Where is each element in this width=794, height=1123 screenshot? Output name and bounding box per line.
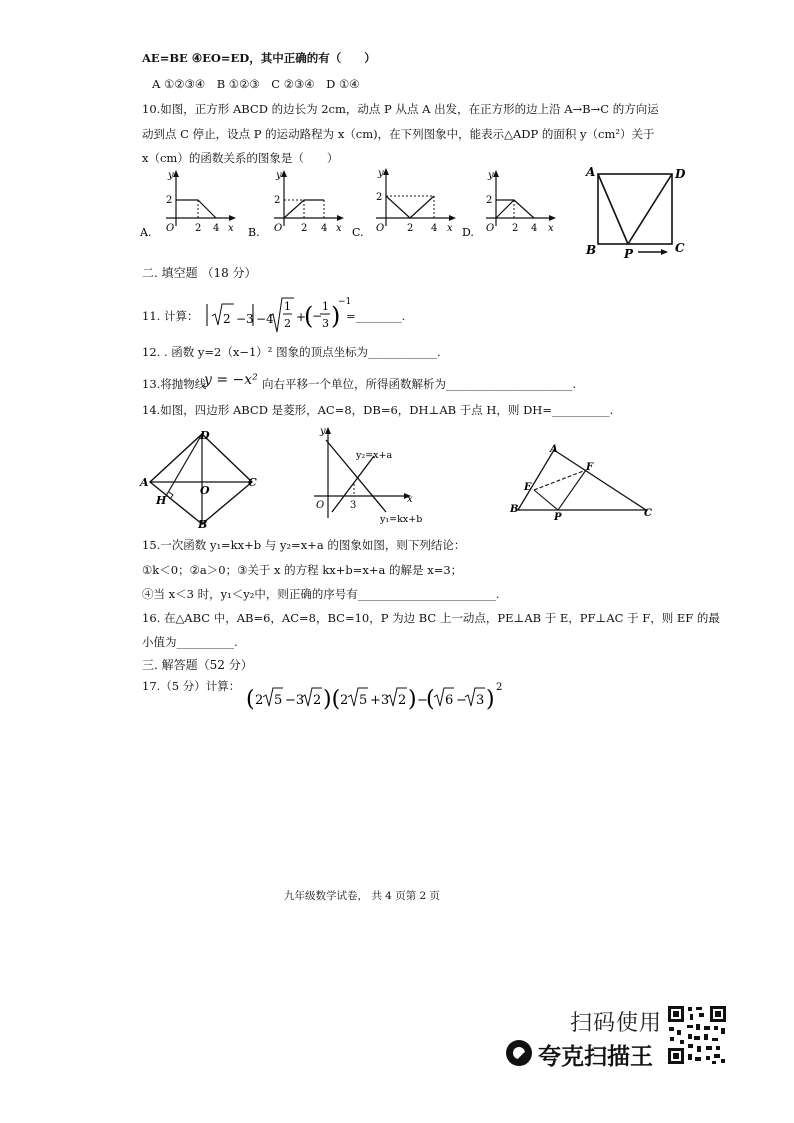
graph-c-ytick: 2 bbox=[376, 192, 383, 203]
q17-prefix: 17.（5 分）计算： bbox=[142, 679, 241, 693]
svg-text:6: 6 bbox=[445, 693, 454, 708]
q15-line2: ①k＜0；②a＞0；③关于 x 的方程 kx+b=x+a 的解是 x=3； bbox=[142, 563, 463, 577]
triangle-label-f: F bbox=[586, 462, 594, 473]
graph-b-option: B. bbox=[248, 226, 260, 239]
q13-suffix: 向右平移一个单位，所得函数解析为______________________. bbox=[262, 377, 577, 391]
q10-graph-a bbox=[140, 168, 240, 240]
q10-line2: 动到点 C 停止，设点 P 的运动路程为 x（cm)，在下列图象中，能表示△ADP 的面积 y（cm²）关于 bbox=[142, 127, 655, 141]
linear-functions-figure bbox=[306, 422, 426, 530]
graph-c-xtick-2: 2 bbox=[407, 223, 414, 234]
svg-text:−3: −3 bbox=[285, 693, 305, 708]
qr-code-icon bbox=[666, 1004, 728, 1066]
svg-text:2: 2 bbox=[223, 312, 231, 326]
graph-d-xtick-4: 4 bbox=[531, 223, 538, 234]
rhombus-label-a: A bbox=[140, 476, 149, 489]
svg-text:+: + bbox=[296, 310, 307, 324]
graph-c-ylabel: y bbox=[378, 168, 384, 179]
triangle-label-c: C bbox=[644, 508, 652, 519]
svg-text:−: − bbox=[312, 309, 323, 323]
square-label-d: D bbox=[675, 167, 686, 181]
lines-label-3: 3 bbox=[350, 500, 357, 511]
svg-text:1: 1 bbox=[284, 300, 291, 313]
svg-text:1: 1 bbox=[322, 300, 329, 313]
svg-text:): ) bbox=[408, 687, 417, 712]
graph-a-option: A. bbox=[140, 226, 152, 239]
svg-text:−: − bbox=[417, 693, 428, 708]
q10-graph-c bbox=[352, 164, 462, 240]
graph-d-origin: O bbox=[486, 223, 495, 234]
svg-text:5: 5 bbox=[274, 693, 283, 708]
lines-label-y1: y₁=kx+b bbox=[380, 514, 423, 525]
graph-c-xtick-4: 4 bbox=[431, 223, 438, 234]
q14-text: 14.如图，四边形 ABCD 是菱形，AC=8，DB=6，DH⊥AB 于点 H，则 DH=__________. bbox=[142, 403, 614, 417]
svg-text:2: 2 bbox=[255, 693, 264, 708]
q10-line1: 10.如图，正方形 ABCD 的边长为 2cm，动点 P 从点 A 出发，在正方形的边上沿 A→B→C 的方向运 bbox=[142, 102, 659, 116]
triangle-figure bbox=[506, 442, 656, 522]
graph-a-xtick-2: 2 bbox=[195, 223, 202, 234]
svg-text:3: 3 bbox=[322, 317, 329, 330]
graph-c-origin: O bbox=[376, 223, 385, 234]
graph-d-xtick-2: 2 bbox=[512, 223, 519, 234]
graph-d-ylabel: y bbox=[488, 170, 494, 181]
graph-b-xtick-2: 2 bbox=[301, 223, 308, 234]
q11-prefix: 11. 计算： bbox=[142, 309, 199, 323]
rhombus-label-b: B bbox=[198, 518, 208, 531]
q9-tail: AE=BE ④EO=ED，其中正确的有（ ） bbox=[142, 51, 376, 65]
graph-a-origin: O bbox=[166, 223, 175, 234]
graph-d-option: D. bbox=[462, 226, 474, 239]
lines-label-y: y bbox=[320, 426, 326, 437]
square-label-b: B bbox=[586, 243, 597, 257]
rhombus-label-h: H bbox=[156, 494, 167, 507]
q15-line1: 15.一次函数 y₁=kx+b 与 y₂=x+a 的图象如图，则下列结论： bbox=[142, 538, 466, 552]
page-footer: 九年级数学试卷， 共 4 页第 2 页 bbox=[284, 890, 441, 902]
graph-b-ytick: 2 bbox=[274, 195, 281, 206]
q10-graph-b bbox=[248, 168, 348, 240]
q9-options: A ①②③④ B ①②③ C ②③④ D ①④ bbox=[152, 77, 360, 91]
svg-text:2: 2 bbox=[313, 693, 322, 708]
q13-formula: y = −x² bbox=[204, 372, 258, 388]
rhombus-figure bbox=[138, 428, 268, 531]
graph-a-ylabel: y bbox=[168, 170, 174, 181]
q10-square-figure bbox=[584, 164, 694, 260]
svg-text:+3: +3 bbox=[370, 693, 390, 708]
square-label-p: P bbox=[624, 247, 634, 261]
graph-a-xtick-4: 4 bbox=[213, 223, 220, 234]
watermark-scan-text: 扫码使用 bbox=[570, 1011, 663, 1036]
graph-d-xlabel: x bbox=[548, 223, 554, 234]
lines-label-y2: y₂=x+a bbox=[356, 450, 393, 461]
svg-text:−4: −4 bbox=[256, 312, 274, 326]
graph-b-xlabel: x bbox=[336, 223, 342, 234]
svg-text:(: ( bbox=[426, 687, 435, 712]
svg-text:2: 2 bbox=[398, 693, 407, 708]
lines-label-x: x bbox=[407, 494, 413, 505]
svg-text:(: ( bbox=[246, 687, 255, 712]
q12-text: 12. . 函数 y=2（x−1）² 图象的顶点坐标为____________. bbox=[142, 345, 441, 359]
triangle-label-p: P bbox=[554, 512, 562, 523]
q16-line2: 小值为__________. bbox=[142, 635, 238, 649]
svg-text:(: ( bbox=[304, 302, 314, 330]
svg-text:2: 2 bbox=[340, 693, 349, 708]
graph-b-origin: O bbox=[274, 223, 283, 234]
svg-text:2: 2 bbox=[284, 317, 291, 330]
svg-text:)(: )( bbox=[323, 687, 341, 712]
watermark-logo-icon bbox=[506, 1040, 532, 1066]
q15-line3: ④当 x＜3 时，y₁＜y₂中，则正确的序号有________________________. bbox=[142, 587, 500, 601]
graph-b-ylabel: y bbox=[276, 170, 282, 181]
section3-title: 三. 解答题（52 分） bbox=[142, 658, 253, 672]
svg-text:): ) bbox=[486, 687, 495, 712]
lines-label-o: O bbox=[316, 500, 325, 511]
rhombus-label-c: C bbox=[248, 476, 257, 489]
section2-title: 二. 填空题 （18 分） bbox=[142, 266, 257, 280]
graph-a-xlabel: x bbox=[228, 223, 234, 234]
q10-graph-d bbox=[462, 168, 562, 240]
q10-line3: x（cm）的函数关系的图象是（ ） bbox=[142, 151, 339, 165]
svg-text:−3: −3 bbox=[236, 312, 254, 326]
q16-line1: 16. 在△ABC 中，AB=6，AC=8，BC=10，P 为边 BC 上一动点，PE⊥AB 于 E，PF⊥AC 于 F，则 EF 的最 bbox=[142, 611, 720, 625]
q11-expression bbox=[204, 292, 352, 340]
square-label-c: C bbox=[675, 241, 685, 255]
q11-suffix: =________. bbox=[346, 309, 406, 323]
q17-expression bbox=[246, 680, 506, 714]
svg-text:3: 3 bbox=[476, 693, 485, 708]
triangle-label-a: A bbox=[550, 444, 558, 455]
q13-prefix: 13.将抛物线 bbox=[142, 377, 207, 391]
triangle-label-e: E bbox=[524, 482, 532, 493]
triangle-label-b: B bbox=[510, 504, 519, 515]
graph-c-xlabel: x bbox=[447, 223, 453, 234]
square-label-a: A bbox=[586, 165, 596, 179]
svg-text:−1: −1 bbox=[338, 297, 352, 307]
rhombus-label-d: D bbox=[200, 429, 210, 442]
graph-a-ytick: 2 bbox=[166, 195, 173, 206]
svg-text:5: 5 bbox=[359, 693, 368, 708]
graph-b-xtick-4: 4 bbox=[321, 223, 328, 234]
graph-d-ytick: 2 bbox=[486, 195, 493, 206]
svg-text:−: − bbox=[456, 693, 467, 708]
svg-text:2: 2 bbox=[496, 682, 503, 693]
graph-c-option: C. bbox=[352, 226, 364, 239]
rhombus-label-o: O bbox=[200, 484, 210, 497]
watermark-brand: 夸克扫描王 bbox=[538, 1044, 653, 1070]
svg-text:): ) bbox=[331, 302, 341, 330]
